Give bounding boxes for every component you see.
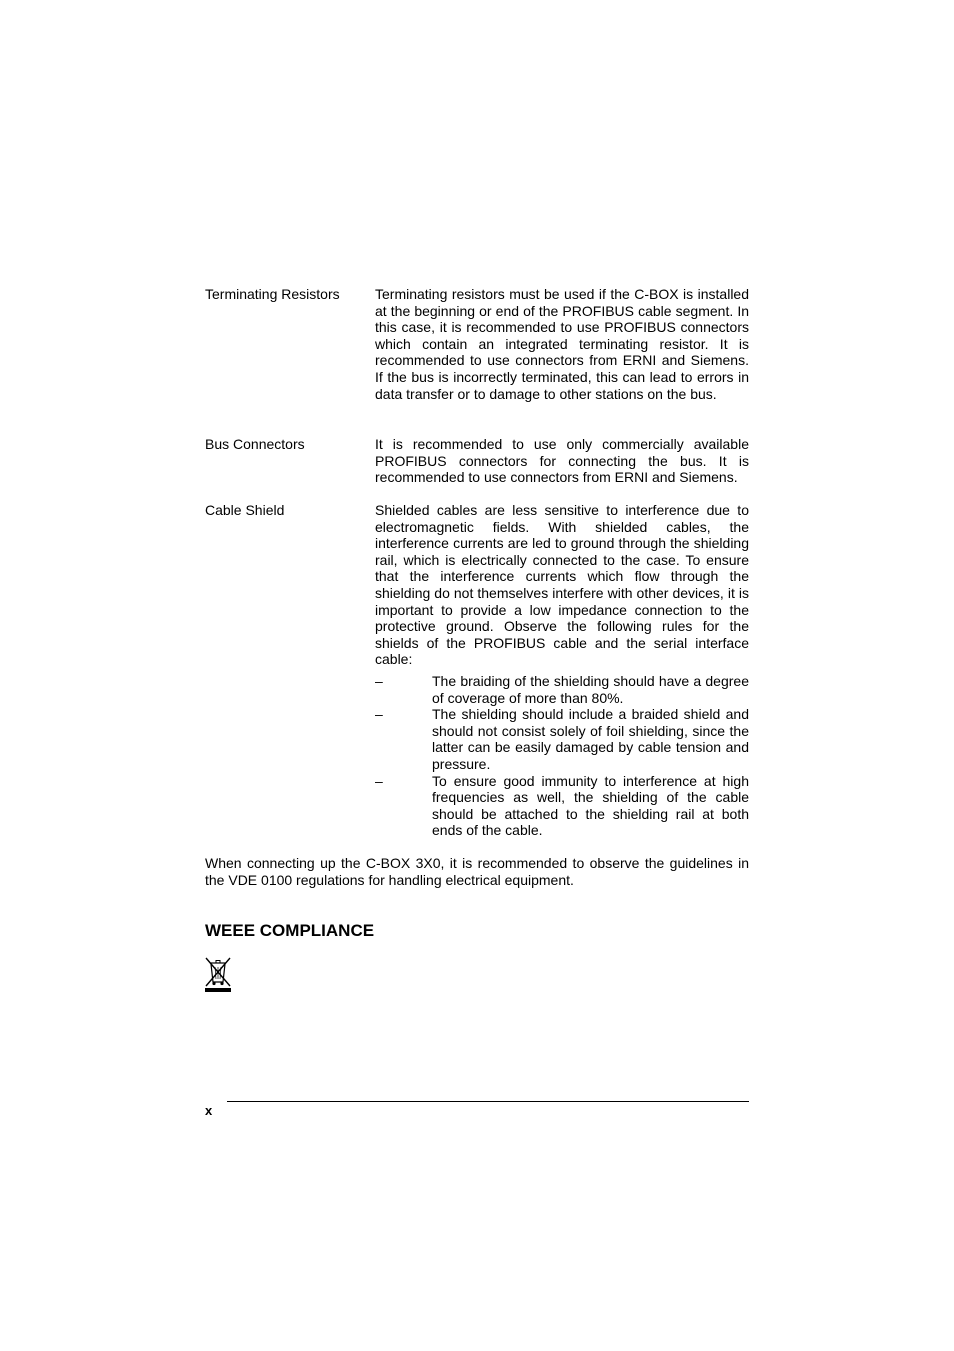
bullet-dash: –	[375, 672, 383, 689]
term-bus-connectors: Bus Connectors	[205, 436, 305, 452]
paragraph: Shielded cables are less sensitive to interference due to electromagnetic fields. With shielded cables, the interference currents are led to ground through the shielding rail, which is electrically connected to the case. To ensure that the interference currents which flow through the shielding do not themselves interfere with other devices, it is important to provide a low impedance connection to the protective ground. Observe the following rules for the shields of the PROFIBUS cable and the serial interface cable:	[375, 502, 749, 668]
footer-rule	[227, 1101, 749, 1102]
closing-paragraph: When connecting up the C-BOX 3X0, it is recommended to observe the guidelines in the VDE 0100 regulations for handling electrical equipment.	[205, 855, 749, 888]
paragraph: Terminating resistors must be used if the C-BOX is installed at the beginning or end of the PROFIBUS cable segment. In this case, it is recommended to use PROFIBUS connectors which contain an integrated terminating resistor. It is recommended to use connectors from ERNI and Siemens. If the bus is incorrectly terminated, this can lead to errors in data transfer or to damage to other stations on the bus.	[375, 286, 749, 402]
description-terminating-resistors	[375, 286, 749, 402]
bullet-dash: –	[375, 772, 383, 789]
description-cable-shield	[375, 502, 749, 839]
bullet-dash: –	[375, 706, 383, 723]
list-item	[375, 673, 749, 706]
list-item-text: The braiding of the shielding should have a degree of coverage of more than 80%.	[432, 672, 749, 706]
shield-rules-list	[375, 673, 749, 839]
description-bus-connectors	[375, 436, 749, 486]
crossed-out-wheelie-bin-icon	[204, 957, 232, 993]
term-terminating-resistors: Terminating Resistors	[205, 286, 340, 302]
page-number: x	[205, 1103, 213, 1118]
paragraph: It is recommended to use only commercially available PROFIBUS connectors for connecting the bus. It is recommended to use connectors from ERNI and Siemens.	[375, 436, 749, 486]
weee-heading: WEEE COMPLIANCE	[205, 921, 375, 940]
list-item-text: To ensure good immunity to interference at high frequencies as well, the shielding of the cable should be attached to the shielding rail at both ends of the cable.	[432, 772, 749, 839]
list-item	[375, 706, 749, 772]
term-cable-shield: Cable Shield	[205, 502, 285, 518]
list-item-text: The shielding should include a braided shield and should not consist solely of foil shielding, since the latter can be easily damaged by cable tension and pressure.	[432, 706, 749, 772]
list-item	[375, 773, 749, 839]
